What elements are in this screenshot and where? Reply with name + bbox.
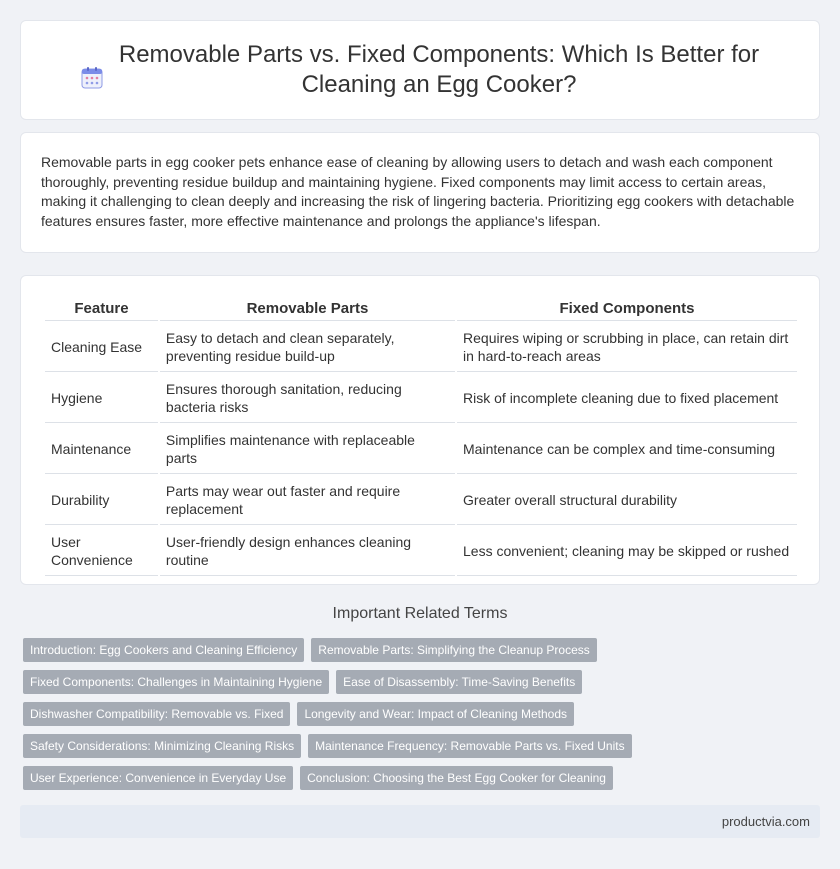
cell-feature: Durability <box>45 476 158 525</box>
related-tag[interactable]: Removable Parts: Simplifying the Cleanup Process <box>311 638 596 662</box>
footer-site-link[interactable]: productvia.com <box>721 814 810 829</box>
cell-fixed: Maintenance can be complex and time-consuming <box>457 425 797 474</box>
calendar-icon <box>80 66 104 90</box>
related-tag[interactable]: Safety Considerations: Minimizing Cleaning Risks <box>23 734 301 758</box>
comparison-card <box>20 275 820 585</box>
tag-row <box>23 638 823 662</box>
title-wrap <box>80 40 760 100</box>
cell-removable: Ensures thorough sanitation, reducing bacteria risks <box>160 374 455 423</box>
related-tag[interactable]: Conclusion: Choosing the Best Egg Cooker for Cleaning <box>300 766 613 790</box>
tag-row <box>23 670 823 694</box>
related-tag[interactable]: Dishwasher Compatibility: Removable vs. Fixed <box>23 702 290 726</box>
cell-fixed: Requires wiping or scrubbing in place, can retain dirt in hard-to-reach areas <box>457 323 797 372</box>
header-fixed: Fixed Components <box>457 298 797 321</box>
cell-removable: Easy to detach and clean separately, preventing residue build-up <box>160 323 455 372</box>
tag-row <box>23 734 823 758</box>
related-tags <box>23 638 823 798</box>
related-tag[interactable]: Ease of Disassembly: Time-Saving Benefits <box>336 670 582 694</box>
related-tag[interactable]: Fixed Components: Challenges in Maintaining Hygiene <box>23 670 329 694</box>
table-row <box>45 323 797 372</box>
related-tag[interactable]: Maintenance Frequency: Removable Parts vs. Fixed Units <box>308 734 631 758</box>
cell-fixed: Risk of incomplete cleaning due to fixed placement <box>457 374 797 423</box>
table-row <box>45 527 797 576</box>
cell-feature: Hygiene <box>45 374 158 423</box>
cell-removable: Parts may wear out faster and require replacement <box>160 476 455 525</box>
cell-removable: Simplifies maintenance with replaceable parts <box>160 425 455 474</box>
footer <box>20 805 820 838</box>
comparison-table <box>43 296 799 578</box>
header-removable: Removable Parts <box>160 298 455 321</box>
title-card <box>20 20 820 120</box>
cell-feature: User Convenience <box>45 527 158 576</box>
cell-feature: Maintenance <box>45 425 158 474</box>
page-title: Removable Parts vs. Fixed Components: Which Is Better for Cleaning an Egg Cooker? <box>118 41 760 98</box>
related-tag[interactable]: Introduction: Egg Cookers and Cleaning Efficiency <box>23 638 304 662</box>
cell-fixed: Greater overall structural durability <box>457 476 797 525</box>
cell-fixed: Less convenient; cleaning may be skipped or rushed <box>457 527 797 576</box>
cell-feature: Cleaning Ease <box>45 323 158 372</box>
cell-removable: User-friendly design enhances cleaning routine <box>160 527 455 576</box>
table-row <box>45 425 797 474</box>
table-header-row <box>45 298 797 321</box>
tag-row <box>23 766 823 790</box>
related-terms-heading: Important Related Terms <box>332 605 508 622</box>
table-row <box>45 476 797 525</box>
related-tag[interactable]: User Experience: Convenience in Everyday Use <box>23 766 293 790</box>
header-feature: Feature <box>45 298 158 321</box>
table-row <box>45 374 797 423</box>
intro-paragraph: Removable parts in egg cooker pets enhance ease of cleaning by allowing users to detach and wash each component thoroughly, preventing residue buildup and maintaining hygiene. Fixed components may limit access to certain areas, making it challenging to clean deeply and increasing the risk of lingering bacteria. Prioritizing egg cookers with detachable features ensures faster, more effective maintenance and prolongs the appliance's lifespan. <box>41 154 795 229</box>
intro-card <box>20 132 820 253</box>
related-tag[interactable]: Longevity and Wear: Impact of Cleaning Methods <box>297 702 574 726</box>
tag-row <box>23 702 823 726</box>
